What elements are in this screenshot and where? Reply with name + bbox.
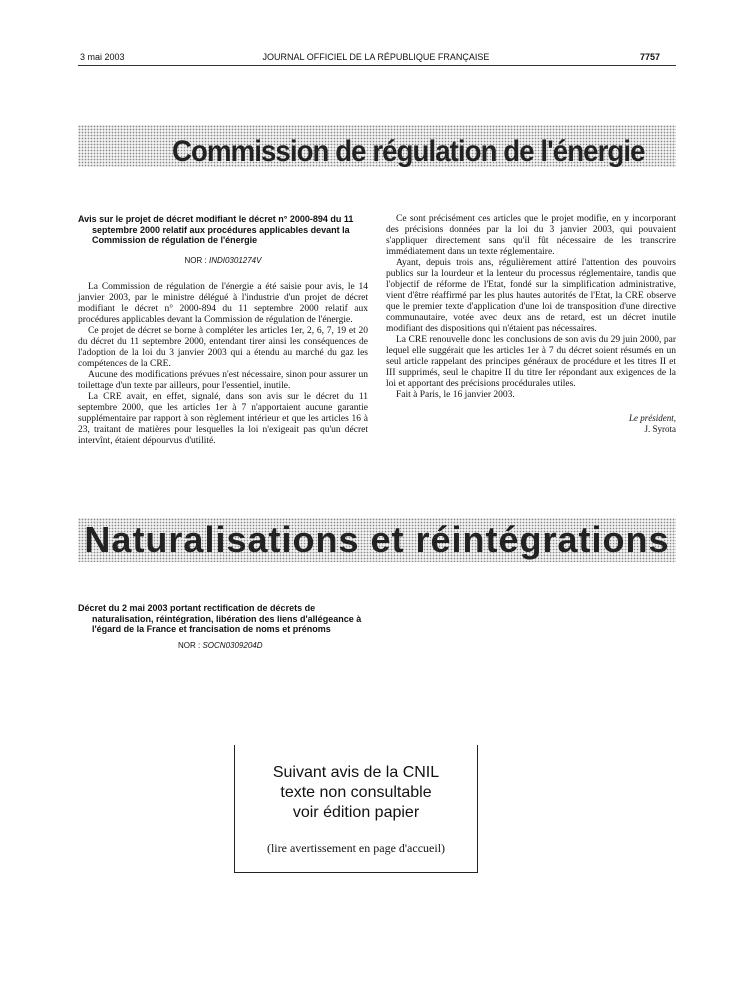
nor-label: NOR : — [184, 255, 207, 265]
notice-date-line: Fait à Paris, le 16 janvier 2003. — [396, 390, 515, 400]
notice-left-column — [78, 214, 368, 447]
notice-right-column — [386, 214, 676, 435]
section-banner-cre — [78, 125, 676, 167]
cnil-line: texte non consultable — [280, 784, 432, 801]
header-journal-title: JOURNAL OFFICIEL DE LA RÉPUBLIQUE FRANÇAISE — [262, 52, 490, 62]
notice-paragraph: La Commission de régulation de l'énergie a été saisie pour avis, le 14 janvier 2003, par le ministre délégué à l'industrie d'un projet de décret modifiant le décret n° 2000-894 du 11 septembre 2000 relatif aux procédures applicables devant la Commission de régulation de l'énergie. — [78, 281, 368, 325]
header-rule — [78, 65, 676, 66]
section-banner-title: Commission de régulation de l'énergie — [172, 135, 645, 167]
header-date: 3 mai 2003 — [80, 52, 125, 62]
decree-nor — [178, 641, 378, 650]
notice-title: Avis sur le projet de décret modifiant le décret n° 2000-894 du 11 septembre 2000 relatif aux procédures applicables devant la Commission de régulation de l'énergie — [78, 214, 354, 245]
nor-code: INDI0301274V — [208, 255, 262, 265]
notice-paragraph: Aucune des modifications prévues n'est nécessaire, sinon pour assurer un toilettage d'un texte par ailleurs, pour l'essentiel, inutile. — [78, 369, 368, 391]
nor-code: SOCN0309204D — [202, 640, 263, 650]
cnil-line: Suivant avis de la CNIL — [272, 764, 440, 781]
cnil-notice-box — [234, 745, 478, 873]
section-banner-naturalisations — [78, 518, 676, 562]
nor-label: NOR : — [178, 640, 201, 650]
cnil-line: voir édition papier — [292, 804, 420, 821]
decree-title: Décret du 2 mai 2003 portant rectification de décrets de naturalisation, réintégration, libération des liens d'allégeance à l'égard de la France et francisation de noms et prénoms — [78, 603, 362, 634]
notice-nor — [78, 255, 368, 266]
notice-paragraph: Ce projet de décret se borne à compléter les articles 1er, 2, 6, 7, 19 et 20 du décret du 11 septembre 2000, entendant tirer ainsi les conséquences de l'adoption de la loi du 3 janvier 2003 qui a étendu au marché du gaz les compétences de la CRE. — [78, 325, 368, 369]
signer-name: J. Syrota — [644, 424, 676, 434]
decree-block — [78, 603, 378, 650]
section-banner-title: Naturalisations et réintégrations — [84, 519, 670, 560]
signer-title: Le président, — [629, 413, 676, 423]
notice-paragraph: Ce sont précisément ces articles que le projet modifie, en y incorporant des précisions données par la loi du 3 janvier 2003, qui pouvaient s'appliquer directement sans qu'il fût nécessaire de les transcrire immédiatement dans un texte réglementaire. — [386, 214, 676, 257]
notice-paragraph: La CRE renouvelle donc les conclusions de son avis du 29 juin 2000, par lequel elle suggérait que les articles 1er à 7 du décret soient résumés en un seul article rappelant des principes généraux de procédure et les titres II et III supprimés, seul le chapitre II du titre Ier répondant aux exigences de la loi et apportant des précisions procédurales utiles. — [386, 335, 676, 389]
notice-paragraph: Ayant, depuis trois ans, régulièrement attiré l'attention des pouvoirs publics sur la lourdeur et la lenteur du processus réglementaire, tandis que l'objectif de réforme de l'Etat, fondé sur la simplification administrative, vient d'être réaffirmé par les plus hautes autorités de l'Etat, la CRE observe que le premier texte d'application d'une loi de transposition d'une directive communautaire, votée avec deux ans de retard, est un décret inutile modifiant des dispositions qui n'étaient pas nécessaires. — [386, 258, 676, 334]
notice-paragraph: La CRE avait, en effet, signalé, dans son avis sur le décret du 11 septembre 2000, que les articles 1er à 7 n'apportaient aucune garantie supplémentaire par rapport à son règlement intérieur et que les articles 16 à 23, traitant de matières pour lesquelles la loi n'exigeait pas qu'un décret intervînt, étaient dépourvus d'utilité. — [78, 391, 368, 446]
cnil-note: (lire avertissement en page d'accueil) — [266, 841, 446, 855]
header-page-number: 7757 — [640, 52, 661, 62]
